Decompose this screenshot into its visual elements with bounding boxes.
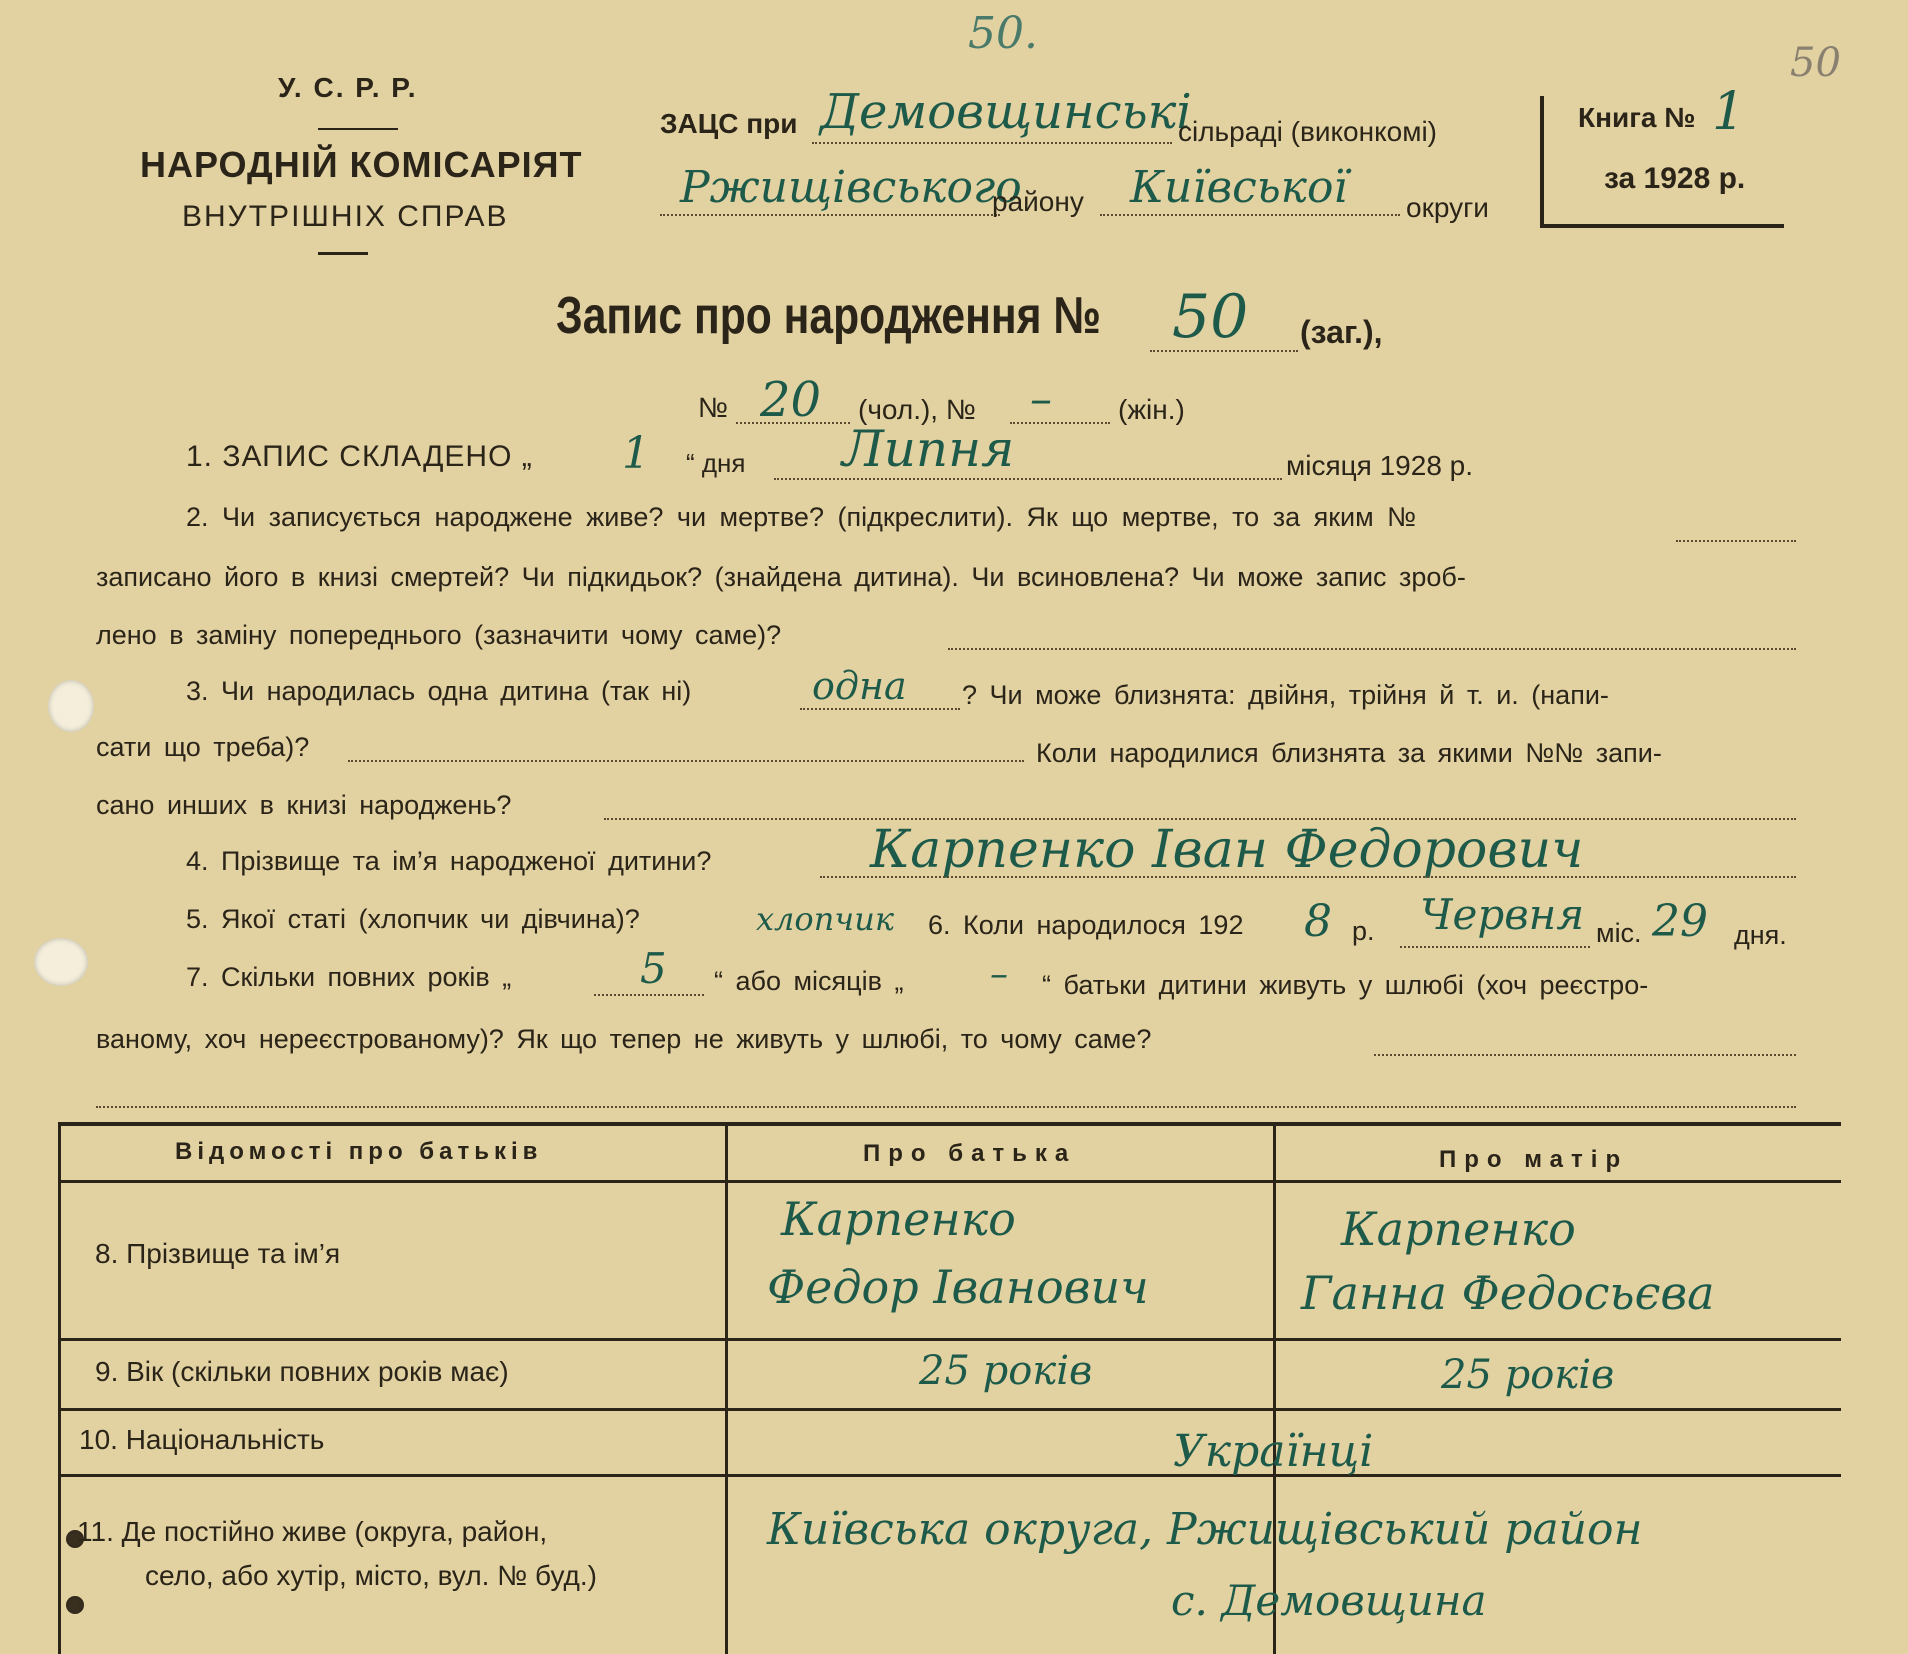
fill-line bbox=[660, 214, 1000, 216]
q7-line1-rest: “ батьки дитини живуть у шлюбі (хоч реєстро- bbox=[1042, 970, 1649, 1000]
q5-label: 5. Якої статі (хлопчик чи дівчина)? bbox=[186, 904, 640, 934]
q6-day-label: дня. bbox=[1734, 920, 1787, 950]
fill-line bbox=[800, 708, 960, 710]
row-residence-label-line1: 11. Де постійно живе (округа, район, bbox=[77, 1516, 548, 1547]
row-divider bbox=[61, 1408, 1841, 1411]
commissariat-subtitle: ВНУТРІШНІХ СПРАВ bbox=[182, 200, 509, 233]
father-age: 25 років bbox=[919, 1348, 1093, 1394]
q2-line2: записано його в книзі смертей? Чи підкидьок? (знайдена дитина). Чи всиновлена? Чи може запис зроб- bbox=[96, 562, 1466, 592]
header-mother: Про матір bbox=[1439, 1146, 1629, 1173]
q3-line3: сано инших в книзі народжень? bbox=[96, 790, 512, 820]
q3-answer: одна bbox=[812, 664, 907, 708]
book-number: 1 bbox=[1712, 82, 1746, 142]
q6-month-label: міс. bbox=[1596, 918, 1642, 948]
fill-line bbox=[820, 876, 1796, 878]
q7-months-label: “ або місяців „ bbox=[714, 966, 904, 996]
q1-month: Липня bbox=[842, 420, 1015, 478]
q3-line2-a: сати що треба)? bbox=[96, 732, 310, 762]
okrug-label: округи bbox=[1406, 192, 1489, 223]
district-label: району bbox=[992, 186, 1084, 217]
q4-label: 4. Прізвище та ім’я народженої дитини? bbox=[186, 846, 712, 876]
q3-line1-a: 3. Чи народилась одна дитина (так ні) bbox=[186, 676, 692, 706]
punch-hole bbox=[34, 938, 88, 986]
record-title: Запис про народження № bbox=[556, 287, 1101, 345]
book-box-left bbox=[1540, 96, 1544, 226]
record-number: 50 bbox=[1172, 282, 1249, 352]
archive-sheet-number: 50. bbox=[968, 8, 1038, 59]
fill-line bbox=[812, 142, 1172, 144]
row-divider bbox=[61, 1474, 1841, 1477]
corner-sheet-number: 50 bbox=[1790, 40, 1841, 86]
republic-label: У. С. Р. Р. bbox=[278, 72, 418, 103]
female-number-value: – bbox=[1030, 374, 1052, 425]
male-number-value: 20 bbox=[760, 372, 822, 428]
header-father: Про батька bbox=[863, 1140, 1077, 1167]
residence-value-line1: Київська округа, Ржищівський район bbox=[767, 1504, 1643, 1555]
fill-line bbox=[736, 422, 850, 424]
q5-answer: хлопчик bbox=[756, 900, 894, 938]
q6-year-label: р. bbox=[1352, 916, 1375, 946]
father-surname: Карпенко bbox=[781, 1192, 1016, 1246]
book-label: Книга № bbox=[1578, 102, 1696, 133]
column-divider bbox=[1273, 1126, 1276, 1654]
book-box-bottom bbox=[1540, 224, 1784, 228]
q3-line2-b: Коли народилися близнята за якими №№ запи- bbox=[1036, 738, 1662, 768]
fill-line bbox=[96, 1106, 1796, 1108]
row-divider bbox=[61, 1338, 1841, 1341]
mother-given-name: Ганна Федосьєва bbox=[1301, 1266, 1715, 1320]
q3-line1-b: ? Чи може близнята: двійня, трійня й т. и. (напи- bbox=[962, 680, 1609, 710]
council-label: сільраді (виконкомі) bbox=[1178, 116, 1437, 147]
fill-line bbox=[1150, 350, 1298, 352]
fill-line bbox=[1676, 540, 1796, 542]
male-label: (чол.), № bbox=[858, 394, 976, 425]
punch-hole bbox=[48, 680, 94, 732]
q7-years: 5 bbox=[640, 944, 667, 993]
female-label: (жін.) bbox=[1118, 394, 1185, 425]
q7-line2: ваному, хоч нереєстрованому)? Як що тепер не живуть у шлюбі, то чому саме? bbox=[96, 1024, 1152, 1054]
fill-line bbox=[774, 478, 1282, 480]
mother-surname: Карпенко bbox=[1341, 1202, 1576, 1256]
row-age-label: 9. Вік (скільки повних років має) bbox=[95, 1356, 509, 1387]
q1-month-label: місяця 1928 р. bbox=[1286, 450, 1474, 481]
fill-line bbox=[1010, 422, 1110, 424]
row-name-label: 8. Прізвище та ім’я bbox=[95, 1238, 341, 1269]
zags-label: ЗАЦС при bbox=[660, 108, 798, 139]
q6-year-digit: 8 bbox=[1304, 896, 1332, 947]
fill-line bbox=[948, 648, 1796, 650]
q7-months: – bbox=[990, 954, 1008, 995]
row-nationality-label: 10. Національність bbox=[79, 1424, 325, 1455]
q4-answer: Карпенко Іван Федорович bbox=[870, 820, 1584, 880]
q6-month: Червня bbox=[1420, 890, 1585, 939]
fill-line bbox=[1374, 1054, 1796, 1056]
district-value: Ржищівського bbox=[680, 162, 1022, 213]
row-divider bbox=[61, 1180, 1841, 1183]
record-number-suffix: (заг.), bbox=[1300, 314, 1383, 350]
fill-line bbox=[594, 994, 704, 996]
q1-label: 1. ЗАПИС СКЛАДЕНО „ bbox=[186, 440, 533, 473]
row-residence-label-line2: село, або хутір, місто, вул. № буд.) bbox=[145, 1560, 597, 1591]
male-number-label: № bbox=[698, 392, 729, 423]
q1-day-label: “ дня bbox=[686, 448, 746, 478]
village-council-value: Демовщинські bbox=[820, 84, 1192, 140]
q2-line1: 2. Чи записується народжене живе? чи мертве? (підкреслити). Як що мертве, то за яким № bbox=[186, 502, 1417, 532]
okrug-value: Київської bbox=[1130, 162, 1348, 213]
parents-table bbox=[58, 1122, 1841, 1654]
commissariat-title: НАРОДНІЙ КОМІСАРІЯТ bbox=[140, 144, 583, 185]
q7-years-label: 7. Скільки повних років „ bbox=[186, 962, 512, 992]
residence-value-line2: с. Демовщина bbox=[1171, 1576, 1487, 1625]
header-divider bbox=[318, 128, 398, 130]
nationality-value: Українці bbox=[1173, 1426, 1374, 1477]
fill-line bbox=[1400, 946, 1590, 948]
q2-line3: лено в заміну попереднього (зазначити чому саме)? bbox=[96, 620, 782, 650]
q1-day: 1 bbox=[622, 428, 650, 479]
fill-line bbox=[1100, 214, 1400, 216]
q6-day: 29 bbox=[1652, 896, 1708, 947]
book-year: за 1928 р. bbox=[1604, 162, 1746, 195]
mother-age: 25 років bbox=[1441, 1352, 1615, 1398]
column-divider bbox=[725, 1126, 728, 1654]
father-given-name: Федор Іванович bbox=[767, 1260, 1149, 1314]
header-divider bbox=[318, 252, 368, 255]
header-parents-info: Відомості про батьків bbox=[175, 1138, 543, 1165]
fill-line bbox=[348, 760, 1024, 762]
q6-label: 6. Коли народилося 192 bbox=[928, 910, 1244, 940]
